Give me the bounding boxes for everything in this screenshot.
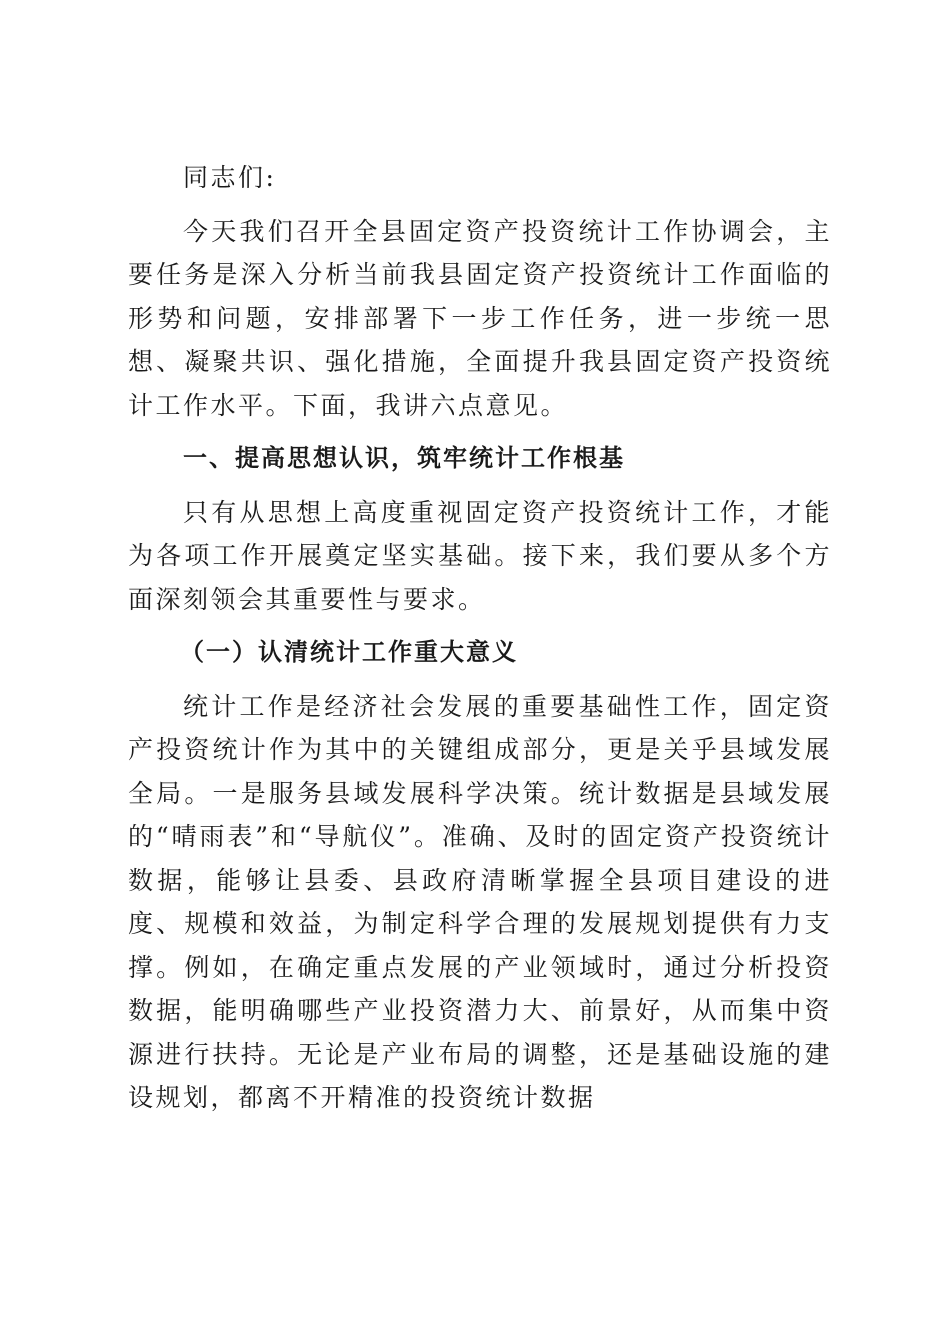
subsection-heading-1: （一）认清统计工作重大意义 — [180, 638, 518, 666]
intro-paragraph: 今天我们召开全县固定资产投资统计工作协调会，主要任务是深入分析当前我县固定资产投资统计工作面临的形势和问题，安排部署下一步工作任务，进一步统一思想、凝聚共识、强化措施，全面提升我县固定资产投资统计工作水平。下面，我讲六点意见。 — [128, 216, 832, 420]
subsection-1-paragraph: 统计工作是经济社会发展的重要基础性工作，固定资产投资统计作为其中的关键组成部分，更是关乎县域发展全局。一是服务县域发展科学决策。统计数据是县域发展的“晴雨表”和“导航仪”。准确、及时的固定资产投资统计数据，能够让县委、县政府清晰掌握全县项目建设的进度、规模和效益，为制定科学合理的发展规划提供有力支撑。例如，在确定重点发展的产业领域时，通过分析投资数据，能明确哪些产业投资潜力大、前景好，从而集中资源进行扶持。无论是产业布局的调整，还是基础设施的建设规划，都离不开精准的投资统计数据 — [128, 691, 832, 1112]
salutation: 同志们: — [183, 163, 277, 192]
section-1-paragraph: 只有从思想上高度重视固定资产投资统计工作，才能为各项工作开展奠定坚实基础。接下来，我们要从多个方面深刻领会其重要性与要求。 — [128, 497, 832, 614]
section-heading-1: 一、提高思想认识，筑牢统计工作根基 — [183, 444, 625, 472]
document-page — [128, 156, 832, 1120]
